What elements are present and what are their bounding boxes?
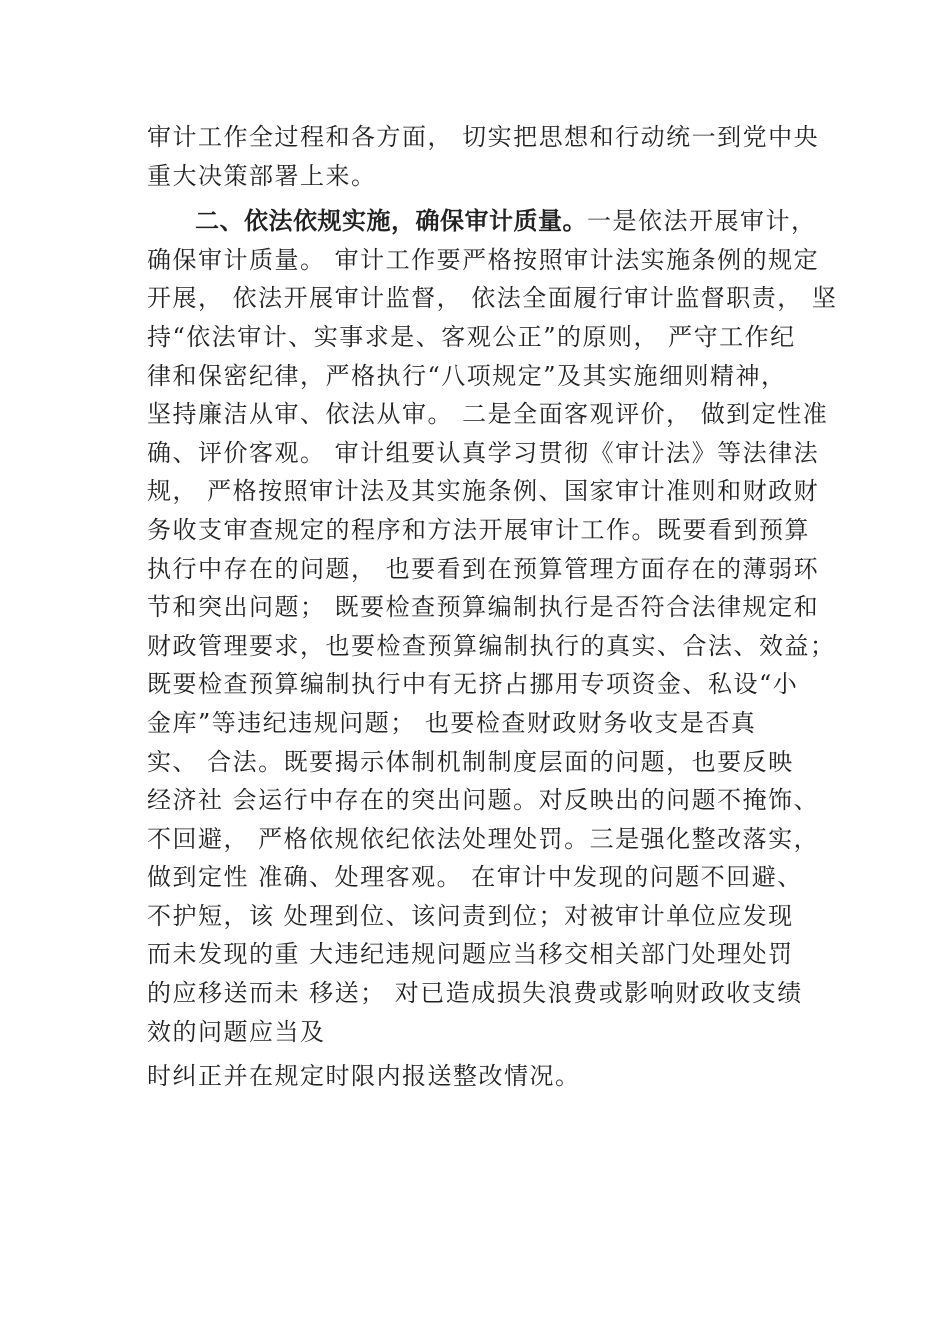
section-line: 的应移送而未 移送； 对已造成损失浪费或影响财政收支绩 [147, 979, 803, 1008]
section-line: 开展， 依法开展审计监督， 依法全面履行审计监督职责， 坚 [147, 284, 838, 313]
section-line: 效的问题应当及 [147, 1017, 326, 1046]
section-line: 经济社 会运行中存在的突出问题。对反映出的问题不掩饰、 [147, 786, 820, 815]
section-line: 而未发现的重 大违纪违规问题应当移交相关部门处理处罚 [147, 940, 794, 969]
section-line: 确保审计质量。 审计工作要严格按照审计法实施条例的规定 [147, 245, 820, 274]
section-line: 执行中存在的问题， 也要看到在预算管理方面存在的薄弱环 [147, 554, 820, 583]
intro-line-2: 重大决策部署上来。 [147, 161, 377, 190]
section-line: 做到定性 准确、处理客观。 在审计中发现的问题不回避、 [147, 863, 803, 892]
body-text [147, 118, 838, 1096]
section-line: 实、 合法。既要揭示体制机制制度层面的问题，也要反映 [147, 747, 794, 776]
closing-line: 时纠正并在规定时限内报送整改情况。 [147, 1062, 581, 1091]
section-line: 持“依法审计、实事求是、客观公正”的原则， 严守工作纪 [147, 322, 796, 351]
section-line: 不护短，该 处理到位、该问责到位；对被审计单位应发现 [147, 901, 794, 930]
section-line: 规， 严格按照审计法及其实施条例、国家审计准则和财政财 [147, 477, 820, 506]
section-heading: 二、依法依规实施，确保审计质量。 [195, 207, 587, 236]
section-line: 律和保密纪律，严格执行“八项规定”及其实施细则精神， [147, 361, 787, 390]
section-line: 务收支审查规定的程序和方法开展审计工作。既要看到预算 [147, 515, 810, 544]
section-line: 不回避， 严格依规依纪依法处理处罚。三是强化整改落实， [147, 824, 820, 853]
section-first-line-text: 一是依法开展审计， [587, 207, 817, 236]
section-line: 金库”等违纪违规问题； 也要检查财政财务收支是否真 [147, 708, 757, 737]
section-line: 坚持廉洁从审、依法从审。 二是全面客观评价， 做到定性准 [147, 400, 829, 429]
section-line: 财政管理要求，也要检查预算编制执行的真实、合法、效益； [147, 631, 836, 660]
section-first-line [147, 202, 817, 241]
section-line: 既要检查预算编制执行中有无挤占挪用专项资金、私设“小 [147, 670, 799, 699]
section-line: 节和突出问题； 既要检查预算编制执行是否符合法律规定和 [147, 593, 820, 622]
section-line: 确、评价客观。 审计组要认真学习贯彻《审计法》等法律法 [147, 438, 820, 467]
intro-line-1: 审计工作全过程和各方面， 切实把思想和行动统一到党中央 [147, 123, 820, 151]
